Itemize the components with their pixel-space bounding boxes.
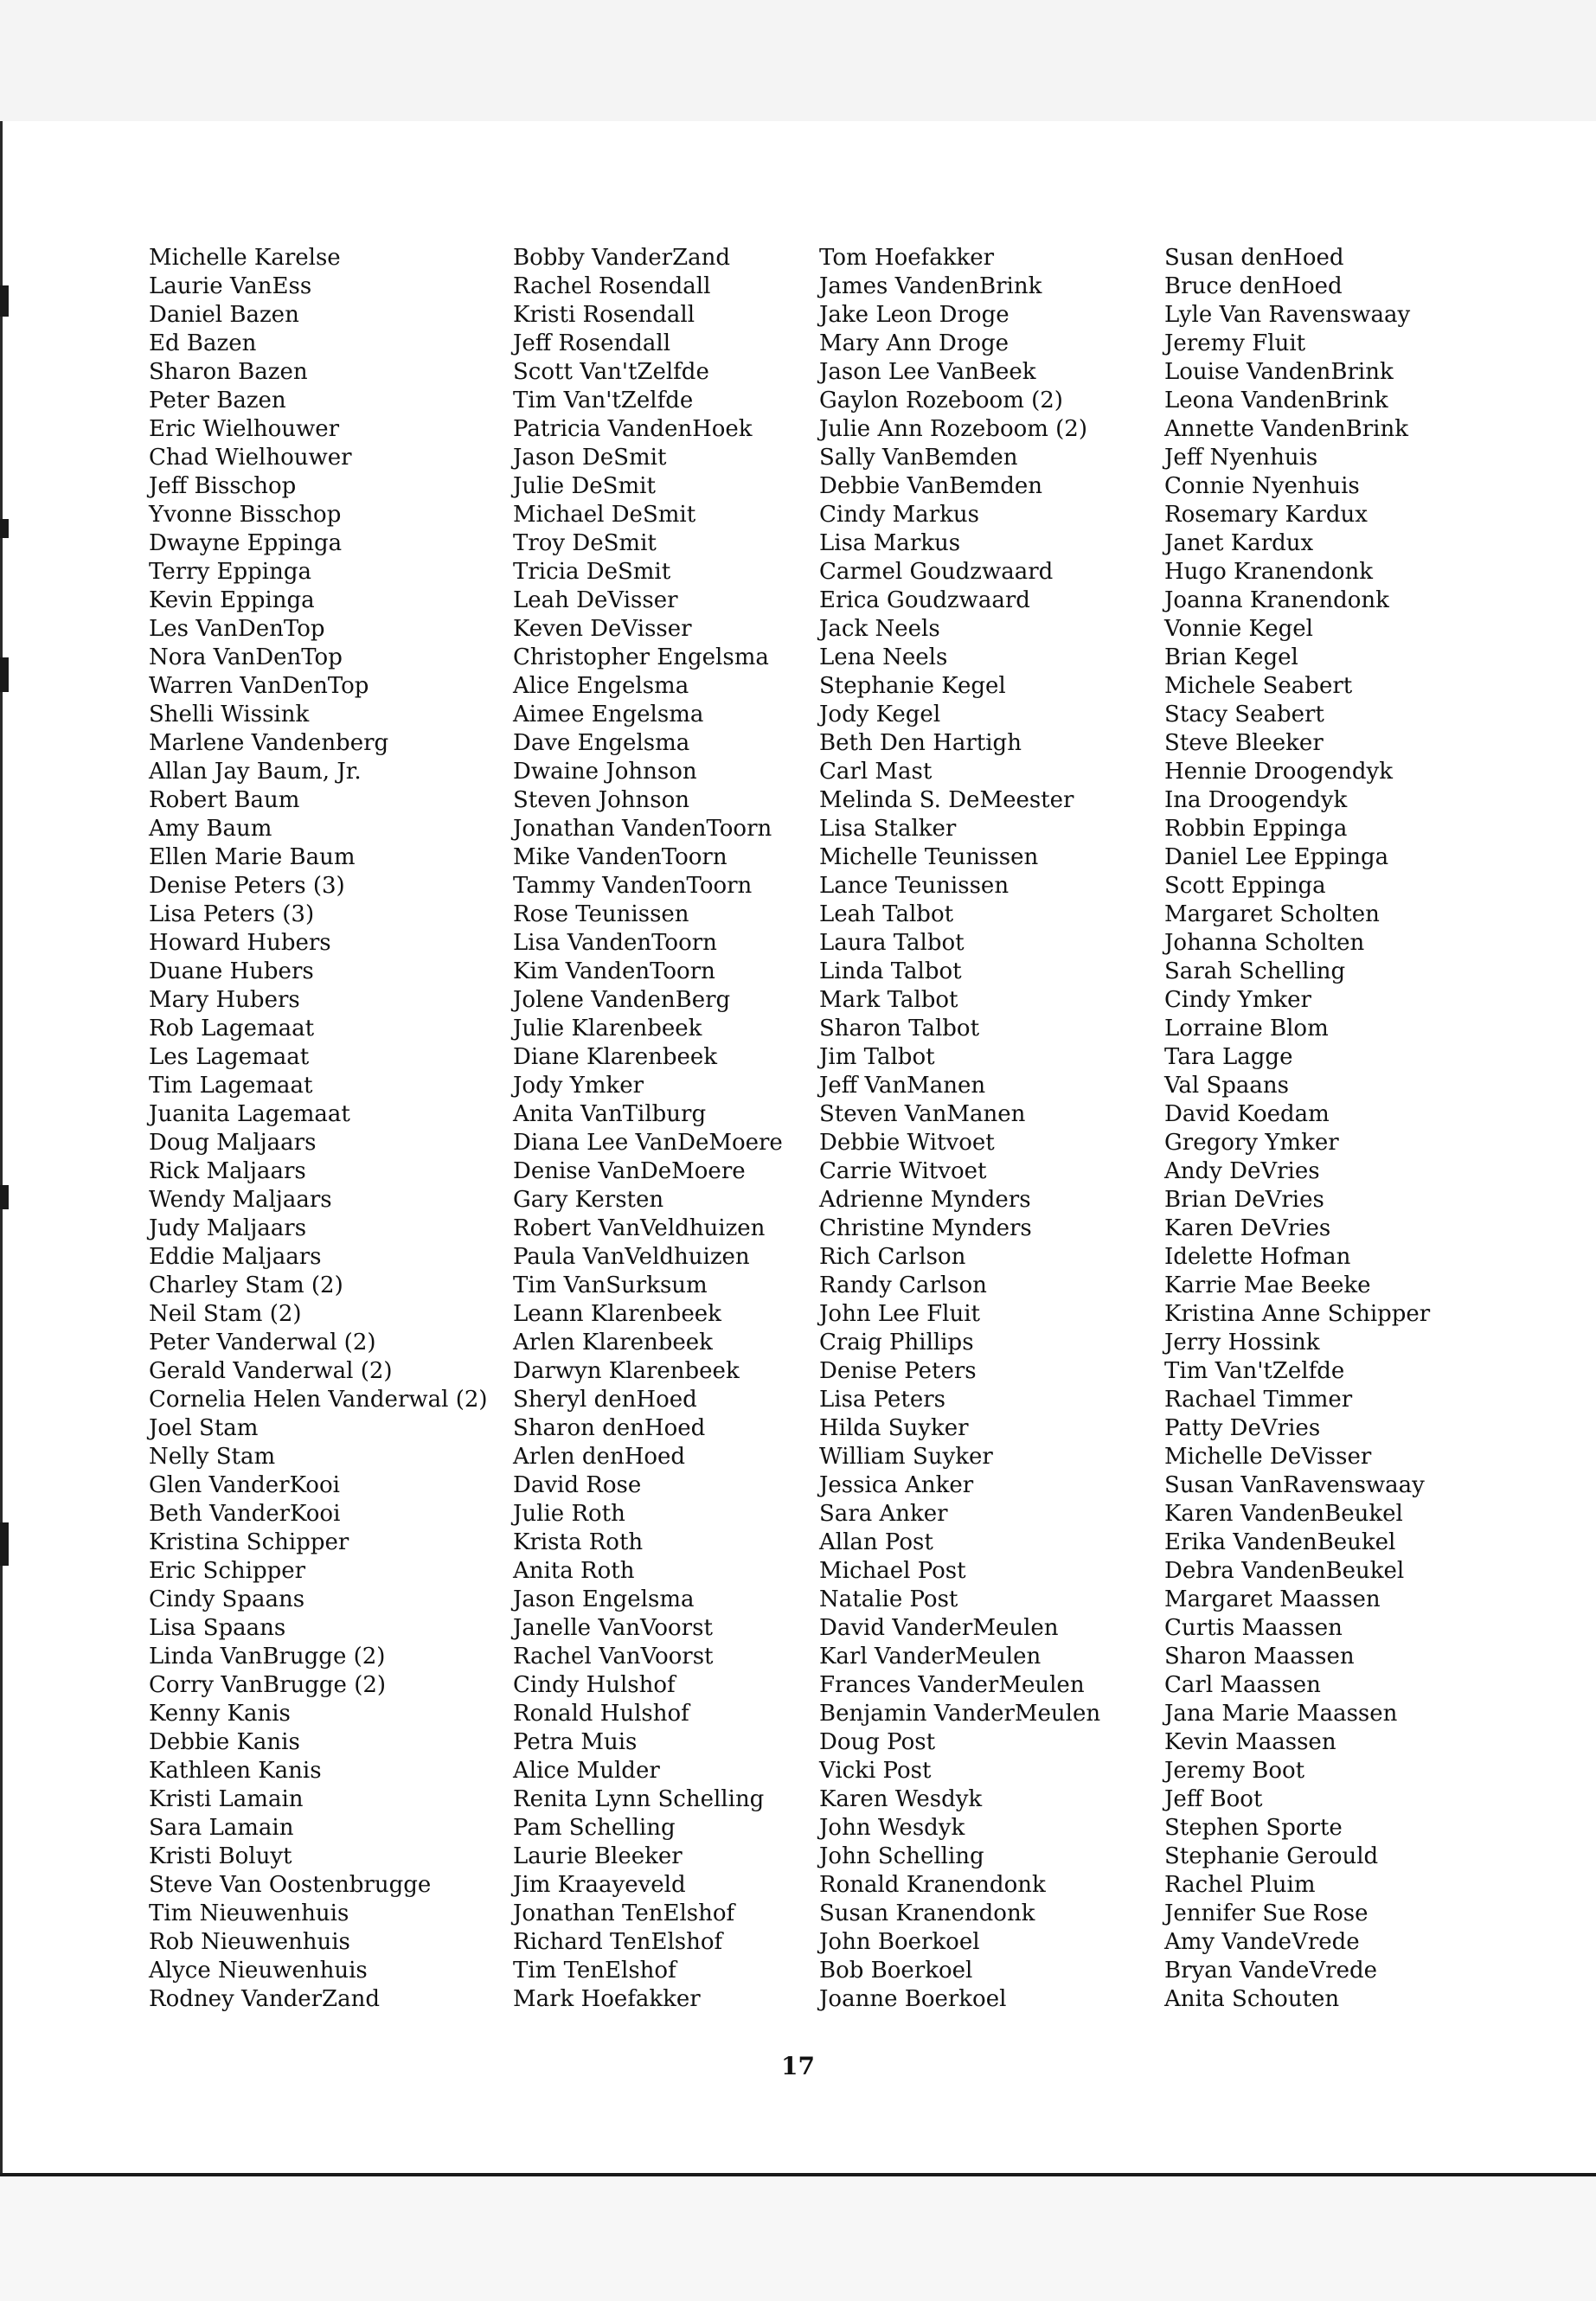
name-entry: Tricia DeSmit [513,559,671,585]
name-entry: Steven Johnson [513,787,690,813]
name-entry: Tom Hoefakker [819,245,995,271]
name-entry: Arlen Klarenbeek [513,1330,713,1356]
name-entry: Julie Ann Rozeboom (2) [819,416,1087,442]
name-entry: Sharon Bazen [149,359,308,385]
name-entry: Janelle VanVoorst [513,1615,713,1641]
name-entry: Jolene VandenBerg [513,987,731,1013]
name-entry: Renita Lynn Schelling [513,1786,765,1812]
name-entry: Anita Roth [513,1558,635,1584]
name-entry: Steve Van Oostenbrugge [149,1872,432,1898]
name-entry: Rachael Timmer [1164,1387,1353,1413]
name-entry: Diane Klarenbeek [513,1044,718,1070]
name-entry: Jeff Nyenhuis [1164,445,1318,471]
name-entry: Michele Seabert [1164,673,1353,699]
name-entry: Debra VandenBeukel [1164,1558,1405,1584]
name-entry: Darwyn Klarenbeek [513,1358,740,1384]
name-entry: Robert VanVeldhuizen [513,1215,766,1241]
name-entry: Jonathan TenElshof [513,1900,735,1926]
name-entry: Howard Hubers [149,930,331,956]
name-entry: Karen Wesdyk [819,1786,983,1812]
scan-edge-mark [0,1522,9,1566]
scan-top-margin [0,0,1596,121]
name-entry: Jeff Boot [1164,1786,1263,1812]
name-entry: Mark Talbot [819,987,958,1013]
name-entry: Cindy Markus [819,502,979,528]
name-entry: Brian Kegel [1164,644,1298,670]
name-entry: Susan Kranendonk [819,1900,1035,1926]
name-entry: Sara Anker [819,1501,948,1527]
name-entry: David Koedam [1164,1101,1330,1127]
name-entry: Charley Stam (2) [149,1272,343,1298]
scan-edge-mark [0,657,9,692]
name-entry: Cindy Spaans [149,1586,305,1612]
name-entry: Karl VanderMeulen [819,1644,1042,1670]
name-entry: Richard TenElshof [513,1929,723,1955]
name-entry: Nora VanDenTop [149,644,343,670]
name-entry: Bob Boerkoel [819,1958,973,1984]
name-entry: Gerald Vanderwal (2) [149,1358,393,1384]
name-entry: Eddie Maljaars [149,1244,322,1270]
name-entry: Erika VandenBeukel [1164,1529,1396,1555]
name-entry: Joanna Kranendonk [1164,587,1389,613]
name-entry: Lorraine Blom [1164,1016,1329,1042]
name-entry: Petra Muis [513,1729,638,1755]
name-entry: Peter Vanderwal (2) [149,1330,376,1356]
name-entry: Pam Schelling [513,1815,676,1841]
name-entry: Julie Roth [513,1501,625,1527]
name-entry: Sarah Schelling [1164,958,1346,984]
name-entry: Steve Bleeker [1164,730,1324,756]
name-entry: Rob Nieuwenhuis [149,1929,350,1955]
name-entry: Kenny Kanis [149,1701,291,1727]
name-entry: Joanne Boerkoel [819,1986,1007,2012]
name-entry: Rob Lagemaat [149,1016,315,1042]
name-entry: Adrienne Mynders [819,1187,1031,1213]
name-entry: Dave Engelsma [513,730,690,756]
name-entry: Rose Teunissen [513,901,689,927]
name-entry: Cindy Hulshof [513,1672,676,1698]
name-entry: Kathleen Kanis [149,1758,322,1784]
name-entry: Rachel Rosendall [513,273,711,299]
name-entry: Anita Schouten [1164,1986,1340,2012]
name-entry: Ronald Hulshof [513,1701,689,1727]
name-entry: Duane Hubers [149,958,314,984]
name-entry: Judy Maljaars [149,1215,307,1241]
name-entry: Rosemary Kardux [1164,502,1368,528]
name-entry: Dwayne Eppinga [149,530,343,556]
name-entry: Glen VanderKooi [149,1472,340,1498]
name-entry: William Suyker [819,1444,993,1470]
name-entry: Warren VanDenTop [149,673,369,699]
name-entry: Krista Roth [513,1529,644,1555]
name-entry: Gaylon Rozeboom (2) [819,388,1063,413]
name-entry: Vonnie Kegel [1164,616,1313,642]
name-entry: Kevin Maassen [1164,1729,1336,1755]
name-entry: Karen VandenBeukel [1164,1501,1403,1527]
name-entry: Leann Klarenbeek [513,1301,721,1327]
name-entry: Jody Ymker [513,1073,644,1099]
name-entry: Leona VandenBrink [1164,388,1388,413]
name-entry: Jody Kegel [819,702,941,727]
name-entry: Margaret Scholten [1164,901,1380,927]
name-entry: Idelette Hofman [1164,1244,1351,1270]
name-entry: Debbie Witvoet [819,1130,995,1156]
name-entry: Michelle Teunissen [819,844,1039,870]
name-entry: Jason Engelsma [513,1586,695,1612]
name-entry: Bryan VandeVrede [1164,1958,1378,1984]
name-entry: Jeff Bisschop [149,473,297,499]
name-entry: Karen DeVries [1164,1215,1331,1241]
name-entry: Lisa Peters (3) [149,901,315,927]
name-entry: Juanita Lagemaat [149,1101,350,1127]
name-entry: Neil Stam (2) [149,1301,302,1327]
name-entry: Michael DeSmit [513,502,696,528]
name-entry: Beth Den Hartigh [819,730,1022,756]
name-entry: Susan denHoed [1164,245,1344,271]
name-entry: Jim Kraayeveld [513,1872,686,1898]
name-entry: Les VanDenTop [149,616,325,642]
name-entry: Brian DeVries [1164,1187,1324,1213]
name-entry: Carl Maassen [1164,1672,1321,1698]
name-entry: Tim TenElshof [513,1958,676,1984]
name-entry: Christopher Engelsma [513,644,769,670]
name-entry: Sharon Talbot [819,1016,980,1042]
name-entry: Val Spaans [1164,1073,1290,1099]
name-entry: Linda VanBrugge (2) [149,1644,386,1670]
name-entry: Hennie Droogendyk [1164,759,1393,785]
name-entry: Stephanie Kegel [819,673,1006,699]
name-entry: Sheryl denHoed [513,1387,697,1413]
name-entry: Sharon Maassen [1164,1644,1355,1670]
name-entry: Jack Neels [819,616,940,642]
name-entry: Tim Nieuwenhuis [149,1900,349,1926]
name-entry: Kristi Lamain [149,1786,304,1812]
name-entry: Jason DeSmit [513,445,667,471]
name-entry: Mary Ann Droge [819,330,1009,356]
name-entry: Kevin Eppinga [149,587,315,613]
name-entry: Jennifer Sue Rose [1164,1900,1368,1926]
name-entry: Stephanie Gerould [1164,1843,1379,1869]
name-entry: Linda Talbot [819,958,962,984]
name-entry: Leah Talbot [819,901,954,927]
name-entry: Mary Hubers [149,987,300,1013]
name-entry: Benjamin VanderMeulen [819,1701,1101,1727]
name-entry: Erica Goudzwaard [819,587,1030,613]
name-entry: Amy Baum [149,816,272,842]
name-entry: Tim Lagemaat [149,1073,313,1099]
name-entry: Denise VanDeMoere [513,1158,746,1184]
name-entry: Bruce denHoed [1164,273,1343,299]
name-entry: Paula VanVeldhuizen [513,1244,750,1270]
name-entry: Julie DeSmit [513,473,656,499]
name-entry: Tara Lagge [1164,1044,1293,1070]
name-entry: Sharon denHoed [513,1415,706,1441]
name-entry: Laura Talbot [819,930,965,956]
name-column-4 [1164,244,1430,2014]
name-entry: Jana Marie Maassen [1164,1701,1398,1727]
name-entry: James VandenBrink [819,273,1042,299]
name-entry: Daniel Lee Eppinga [1164,844,1389,870]
name-entry: Debbie Kanis [149,1729,300,1755]
name-entry: Mark Hoefakker [513,1986,701,2012]
name-entry: Allan Post [819,1529,933,1555]
name-entry: Robert Baum [149,787,300,813]
name-entry: Susan VanRavenswaay [1164,1472,1425,1498]
name-entry: Eric Schipper [149,1558,306,1584]
name-entry: Natalie Post [819,1586,958,1612]
name-entry: Gregory Ymker [1164,1130,1339,1156]
name-entry: Laurie Bleeker [513,1843,683,1869]
name-entry: Alice Engelsma [513,673,689,699]
name-entry: Terry Eppinga [149,559,311,585]
name-entry: Gary Kersten [513,1187,664,1213]
name-entry: Lisa Spaans [149,1615,286,1641]
name-entry: Rachel VanVoorst [513,1644,714,1670]
name-column-1 [149,244,488,2014]
name-entry: Les Lagemaat [149,1044,310,1070]
name-entry: Tim Van'tZelfde [1164,1358,1345,1384]
name-entry: Kristi Rosendall [513,302,695,328]
name-entry: Johanna Scholten [1164,930,1365,956]
name-entry: Kristina Anne Schipper [1164,1301,1431,1327]
name-entry: Daniel Bazen [149,302,299,328]
name-entry: Jeff Rosendall [513,330,671,356]
name-entry: Rodney VanderZand [149,1986,381,2012]
name-entry: Diana Lee VanDeMoere [513,1130,783,1156]
name-entry: Annette VandenBrink [1164,416,1408,442]
name-entry: Tim Van'tZelfde [513,388,694,413]
name-entry: Tammy VandenToorn [513,873,753,899]
name-entry: Ed Bazen [149,330,257,356]
name-entry: Kristina Schipper [149,1529,349,1555]
name-entry: Hugo Kranendonk [1164,559,1374,585]
name-entry: Carl Mast [819,759,933,785]
name-entry: Jerry Hossink [1164,1330,1320,1356]
name-entry: Cindy Ymker [1164,987,1311,1013]
name-entry: Mike VandenToorn [513,844,727,870]
name-entry: Lisa Stalker [819,816,957,842]
scan-edge-mark [0,1185,9,1209]
name-entry: Alice Mulder [513,1758,660,1784]
name-entry: Julie Klarenbeek [513,1016,702,1042]
name-entry: Eric Wielhouwer [149,416,340,442]
name-entry: Keven DeVisser [513,616,692,642]
name-entry: Christine Mynders [819,1215,1032,1241]
name-entry: Denise Peters (3) [149,873,345,899]
name-entry: Marlene Vandenberg [149,730,389,756]
name-entry: Patty DeVries [1164,1415,1321,1441]
name-entry: Sara Lamain [149,1815,294,1841]
name-entry: Steven VanManen [819,1101,1026,1127]
name-column-2 [513,244,783,2014]
name-entry: Arlen denHoed [513,1444,686,1470]
name-entry: David VanderMeulen [819,1615,1059,1641]
name-entry: Corry VanBrugge (2) [149,1672,387,1698]
name-entry: Craig Phillips [819,1330,974,1356]
name-entry: Melinda S. DeMeester [819,787,1074,813]
name-entry: Carmel Goudzwaard [819,559,1054,585]
name-entry: Stacy Seabert [1164,702,1324,727]
name-entry: John Lee Fluit [819,1301,980,1327]
name-entry: Ronald Kranendonk [819,1872,1046,1898]
name-entry: Dwaine Johnson [513,759,697,785]
name-entry: Doug Maljaars [149,1130,317,1156]
name-entry: Jeremy Fluit [1164,330,1306,356]
name-entry: Rich Carlson [819,1244,966,1270]
name-entry: Allan Jay Baum, Jr. [149,759,362,785]
page-number: 17 [781,2052,815,2080]
name-entry: Jessica Anker [819,1472,974,1498]
name-entry: Peter Bazen [149,388,286,413]
name-entry: Yvonne Bisschop [149,502,342,528]
name-entry: Jake Leon Droge [819,302,1010,328]
name-entry: Michelle Karelse [149,245,341,271]
name-entry: John Boerkoel [819,1929,980,1955]
name-entry: Anita VanTilburg [513,1101,707,1127]
name-entry: David Rose [513,1472,642,1498]
name-entry: Leah DeVisser [513,587,678,613]
name-entry: Connie Nyenhuis [1164,473,1360,499]
scan-left-edge [0,121,3,2173]
name-entry: Ellen Marie Baum [149,844,356,870]
name-entry: Jeremy Boot [1164,1758,1305,1784]
name-column-3 [819,244,1100,2014]
scan-edge-mark [0,285,9,317]
name-entry: Alyce Nieuwenhuis [149,1958,368,1984]
name-entry: Lyle Van Ravenswaay [1164,302,1411,328]
name-entry: Aimee Engelsma [513,702,704,727]
name-entry: Curtis Maassen [1164,1615,1343,1641]
name-entry: Joel Stam [149,1415,259,1441]
name-entry: Janet Kardux [1164,530,1314,556]
name-entry: Ina Droogendyk [1164,787,1348,813]
name-entry: Wendy Maljaars [149,1187,332,1213]
scan-edge-mark [0,519,9,538]
name-entry: Lisa Markus [819,530,961,556]
name-entry: Cornelia Helen Vanderwal (2) [149,1387,488,1413]
name-entry: Troy DeSmit [513,530,657,556]
name-entry: Jim Talbot [819,1044,935,1070]
name-entry: Margaret Maassen [1164,1586,1381,1612]
name-entry: Amy VandeVrede [1164,1929,1360,1955]
name-entry: Jason Lee VanBeek [819,359,1036,385]
name-entry: Andy DeVries [1164,1158,1320,1184]
name-entry: Karrie Mae Beeke [1164,1272,1371,1298]
name-entry: Scott Eppinga [1164,873,1326,899]
name-entry: Rachel Pluim [1164,1872,1316,1898]
name-entry: Jeff VanManen [819,1073,986,1099]
name-entry: Denise Peters [819,1358,977,1384]
name-entry: Tim VanSurksum [513,1272,708,1298]
name-entry: Michelle DeVisser [1164,1444,1372,1470]
name-entry: Beth VanderKooi [149,1501,341,1527]
name-entry: Bobby VanderZand [513,245,731,271]
name-entry: Laurie VanEss [149,273,312,299]
name-entry: Stephen Sporte [1164,1815,1343,1841]
name-entry: Randy Carlson [819,1272,987,1298]
name-entry: Kristi Boluyt [149,1843,292,1869]
name-entry: John Schelling [819,1843,984,1869]
name-entry: Michael Post [819,1558,966,1584]
name-entry: Lisa Peters [819,1387,946,1413]
name-entry: Frances VanderMeulen [819,1672,1085,1698]
name-entry: Louise VandenBrink [1164,359,1394,385]
name-entry: Robbin Eppinga [1164,816,1348,842]
name-entry: Shelli Wissink [149,702,310,727]
name-entry: Lena Neels [819,644,948,670]
name-entry: Debbie VanBemden [819,473,1043,499]
name-entry: Chad Wielhouwer [149,445,352,471]
name-entry: Kim VandenToorn [513,958,715,984]
name-entry: Jonathan VandenToorn [513,816,772,842]
name-entry: John Wesdyk [819,1815,965,1841]
name-entry: Nelly Stam [149,1444,276,1470]
name-entry: Doug Post [819,1729,936,1755]
name-entry: Lisa VandenToorn [513,930,717,956]
name-entry: Carrie Witvoet [819,1158,987,1184]
name-entry: Sally VanBemden [819,445,1018,471]
scan-bottom-margin [0,2176,1596,2301]
name-entry: Hilda Suyker [819,1415,969,1441]
name-entry: Scott Van'tZelfde [513,359,709,385]
name-entry: Rick Maljaars [149,1158,306,1184]
name-entry: Patricia VandenHoek [513,416,753,442]
name-entry: Lance Teunissen [819,873,1010,899]
name-entry: Vicki Post [819,1758,932,1784]
